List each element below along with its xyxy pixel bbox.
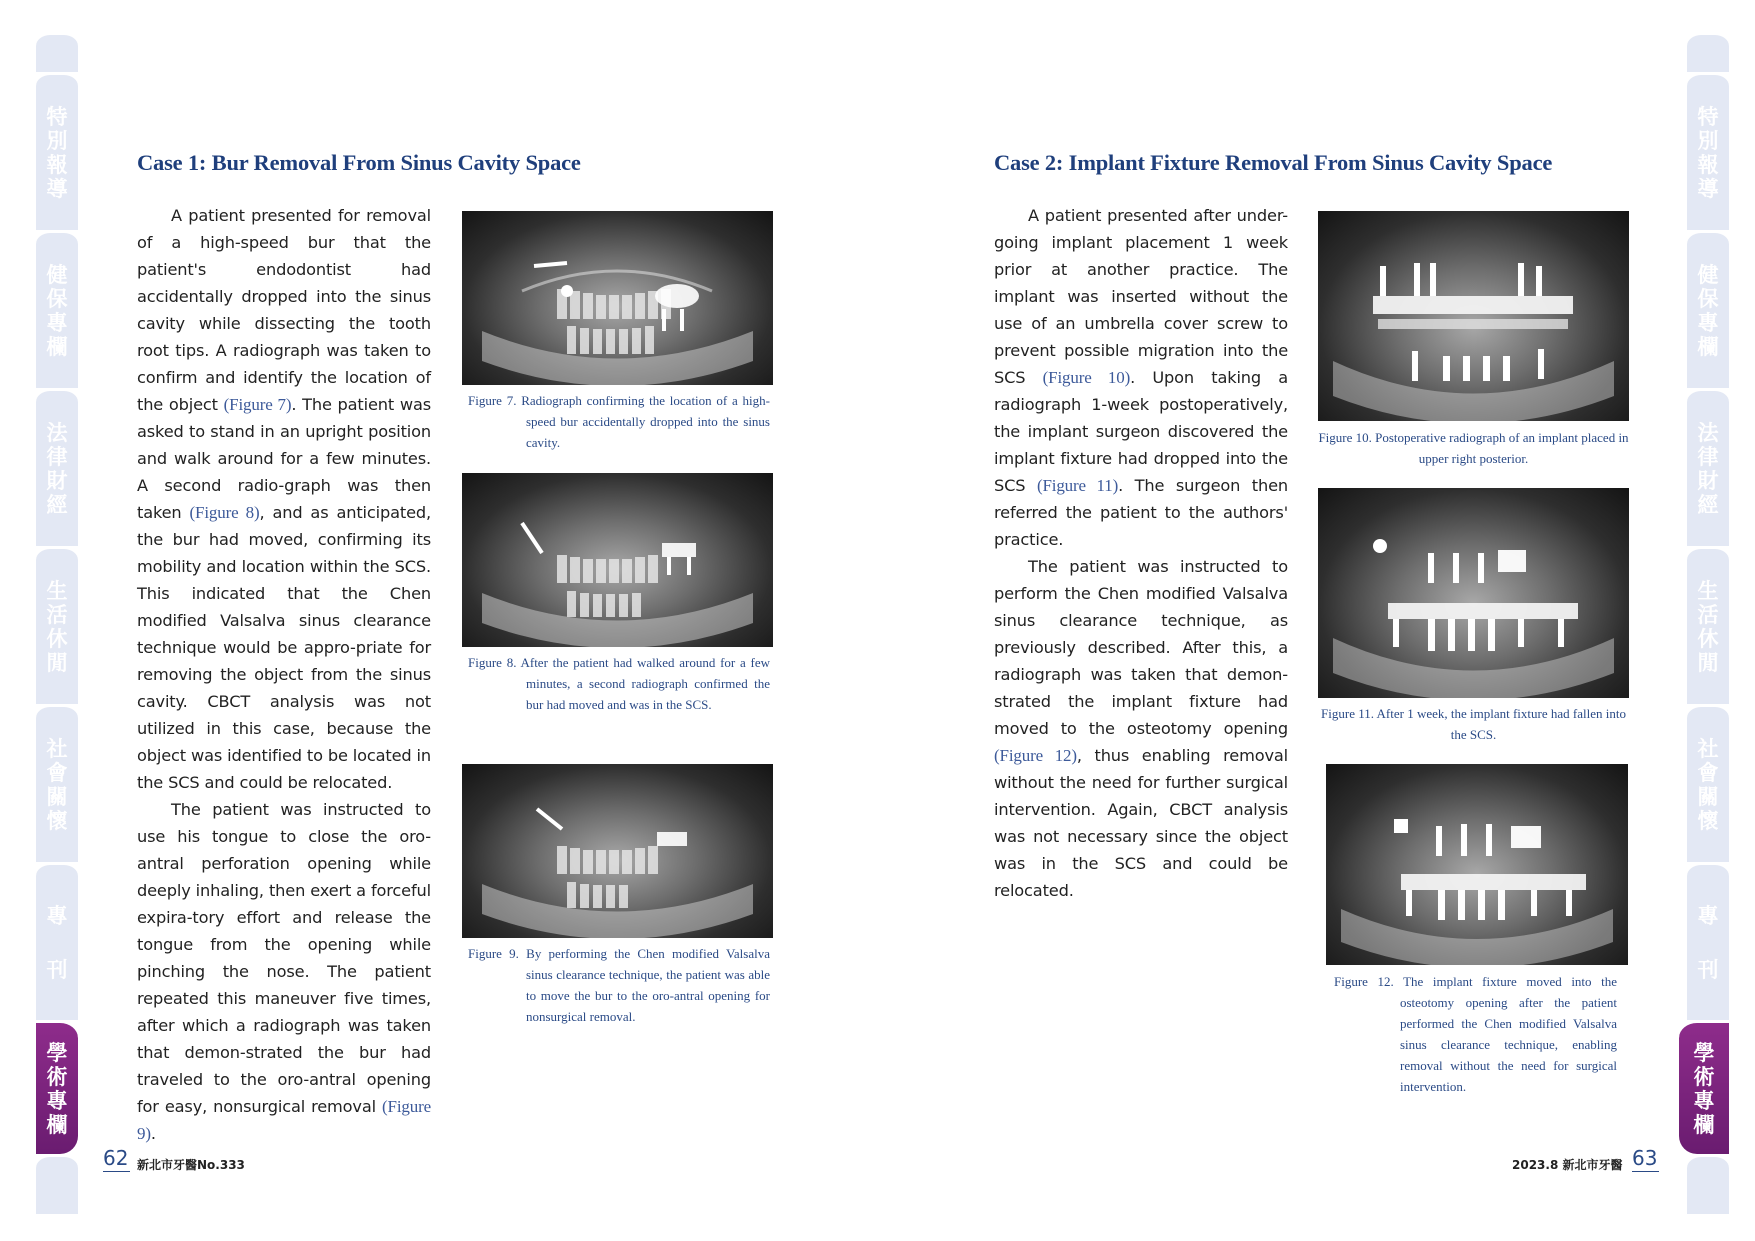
tab-special-report[interactable]: 特 別 報 導: [1687, 72, 1729, 230]
right-section-tabs: [1687, 32, 1729, 1214]
tab-top-spacer: [36, 32, 78, 72]
tab-academic-column[interactable]: 學 術 專 欄: [1679, 1020, 1729, 1154]
case-2-paragraph-1: A patient presented after under-going implant placement 1 week prior at another practice. The implant was inserted without the use of an umbrella cover screw to prevent possible migration into the SCS (Figure 10). Upon taking a radiograph 1-week postoperatively, the implant surgeon discovered the implant fixture had dropped into the SCS (Figure 11). The surgeon then referred the patient to the authors' practice.: [994, 206, 1289, 549]
journal-issue-left: 新北市牙醫No.333: [137, 1158, 245, 1172]
figure-9-radiograph: [462, 764, 773, 938]
tab-social-care[interactable]: 社 會 關 懷: [1687, 704, 1729, 862]
folio-underline-left: [103, 1171, 130, 1172]
figure-11-caption: Figure 11. After 1 week, the implant fixture had fallen into the SCS.: [1321, 706, 1626, 742]
case-2-body: [994, 202, 1288, 904]
case-2-paragraph-2: The patient was instructed to perform the Chen modified Valsalva sinus clearance technique, as previously described. After this, a radiograph was taken that demon-strated the implant fixture had moved to the osteotomy opening (Figure 12), thus enabling removal without the need for further surgical intervention. Again, CBCT analysis was not necessary since the object was in the SCS and could be relocated.: [994, 557, 1288, 900]
figure-11-radiograph: [1318, 488, 1629, 698]
tab-top-spacer: [1687, 32, 1729, 72]
case-2-title: Case 2: Implant Fixture Removal From Sinus Cavity Space: [994, 150, 1553, 175]
figure-12-radiograph: [1326, 764, 1628, 965]
figure-8-radiograph: [462, 473, 773, 647]
figure-9-caption: Figure 9. By performing the Chen modified Valsalva sinus clearance technique, the patient was able to move the bur to the oro-antral opening for nonsurgical removal.: [468, 946, 770, 1024]
page-number-left: 62: [103, 1146, 129, 1170]
tab-leisure[interactable]: 生 活 休 閒: [1687, 546, 1729, 704]
page-number-right: 63: [1632, 1146, 1658, 1170]
tab-bottom-spacer: [36, 1154, 78, 1214]
left-section-tabs: [36, 32, 78, 1214]
figure-11-ref[interactable]: (Figure 11): [1036, 476, 1119, 495]
figure-9-ref[interactable]: (Figure 9): [137, 1097, 431, 1143]
tab-social-care[interactable]: 社 會 關 懷: [36, 704, 78, 862]
tab-law-finance[interactable]: 法 律 財 經: [36, 388, 78, 546]
tab-health-insurance[interactable]: 健 保 專 欄: [36, 230, 78, 388]
figure-7-radiograph: [462, 211, 773, 385]
figure-10-ref[interactable]: (Figure 10): [1042, 368, 1131, 387]
figure-7-ref[interactable]: (Figure 7): [223, 395, 292, 414]
tab-law-finance[interactable]: 法 律 財 經: [1687, 388, 1729, 546]
figure-10-caption: Figure 10. Postoperative radiograph of an implant placed in upper right posterior.: [1318, 430, 1629, 466]
case-1-paragraph-2: The patient was instructed to use his tongue to close the oro-antral perforation opening while deeply inhaling, then exert a forceful expira-tory effort and release the tongue from the opening while pinching the nose. The patient repeated this maneuver five times, after which a radiograph was taken that demon-strated the bur had traveled to the oro-antral opening for easy, nonsurgical removal (Figure 9).: [137, 800, 431, 1143]
case-1-title: Case 1: Bur Removal From Sinus Cavity Space: [137, 150, 581, 175]
tab-special-issue[interactable]: 專 刊: [36, 862, 78, 1020]
figure-8-ref[interactable]: (Figure 8): [189, 503, 260, 522]
tab-special-report[interactable]: 特 別 報 導: [36, 72, 78, 230]
tab-health-insurance[interactable]: 健 保 專 欄: [1687, 230, 1729, 388]
journal-issue-right: 2023.8 新北市牙醫: [1512, 1158, 1623, 1172]
tab-academic-column[interactable]: 學 術 專 欄: [36, 1020, 78, 1154]
case-1-paragraph-1: A patient presented for removal of a high-speed bur that the patient's endodontist had accidentally dropped into the sinus cavity while dissecting the tooth root tips. A radiograph was taken to confirm and identify the location of the object (Figure 7). The patient was asked to stand in an upright position and walk around for a few minutes. A second radio-graph was then taken (Figure 8), and as anticipated, the bur had moved, confirming its mobility and location within the SCS. This indicated that the Chen modified Valsalva sinus clearance technique would be appro-priate for removing the object from the sinus cavity. CBCT analysis was not utilized in this case, because the object was identified to be located in the SCS and could be relocated.: [137, 206, 431, 792]
figure-10-radiograph: [1318, 211, 1629, 421]
folio-underline-right: [1632, 1171, 1659, 1172]
tab-special-issue[interactable]: 專 刊: [1687, 862, 1729, 1020]
figure-12-caption: Figure 12. The implant fixture moved into the osteotomy opening after the patient performed the Chen modified Valsalva sinus clearance technique, enabling removal without the need for surgical intervention.: [1334, 974, 1617, 1094]
figure-12-ref[interactable]: (Figure 12): [994, 746, 1077, 765]
tab-leisure[interactable]: 生 活 休 閒: [36, 546, 78, 704]
case-1-body: [137, 202, 431, 1147]
figure-8-caption: Figure 8. After the patient had walked around for a few minutes, a second radiograph confirmed the bur had moved and was in the SCS.: [468, 655, 770, 712]
figure-7-caption: Figure 7. Radiograph confirming the location of a high-speed bur accidentally dropped into the sinus cavity.: [468, 393, 770, 450]
tab-bottom-spacer: [1687, 1154, 1729, 1214]
